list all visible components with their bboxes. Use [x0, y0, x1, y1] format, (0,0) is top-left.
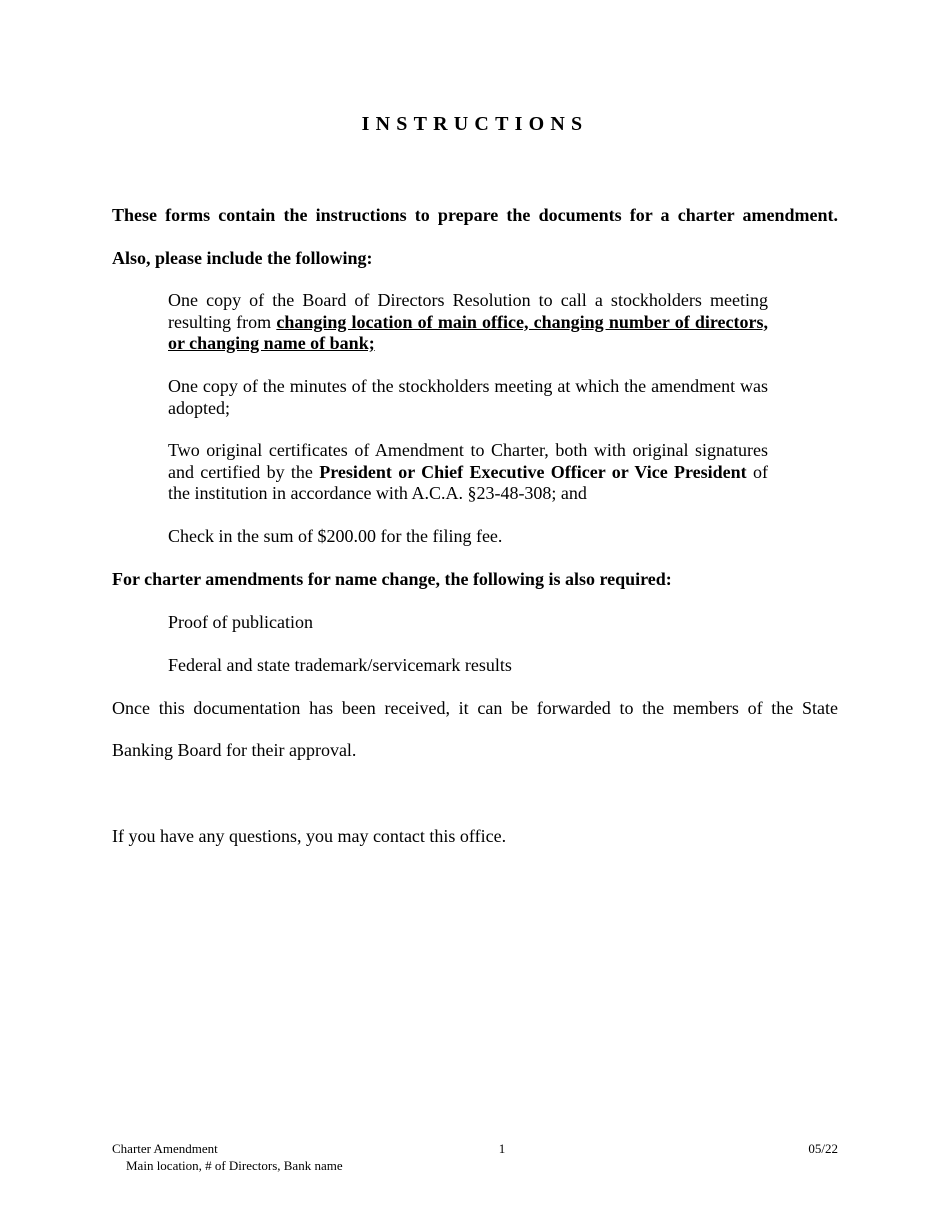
certificates-emphasis: President or Chief Executive Officer or Vice President [319, 461, 747, 482]
footer-page-number: 1 [498, 1141, 506, 1156]
name-change-item: Federal and state trademark/servicemark results [168, 655, 512, 675]
intro-text: These forms contain the instructions to prepare the documents for a charter amendment. [112, 205, 838, 225]
check-item: Check in the sum of $200.00 for the filing fee. [168, 526, 503, 546]
name-change-item: Proof of publication [168, 612, 313, 632]
certificates-item [168, 440, 768, 505]
page-title: INSTRUCTIONS [361, 113, 589, 135]
questions-text: If you have any questions, you may contact this office. [112, 826, 507, 846]
resolution-emphasis: changing location of main office, changing number of directors, or changing name of bank; [168, 311, 769, 353]
footer-subtitle: Main location, # of Directors, Bank name [126, 1158, 343, 1173]
certificates-text: Two original certificates of Amendment to Charter, both with original signatures and certified by the [168, 440, 768, 482]
resolution-item [168, 290, 768, 355]
forwarding-text-line2: Banking Board for their approval. [112, 740, 357, 760]
name-change-heading: For charter amendments for name change, the following is also required: [112, 569, 672, 589]
include-heading: Also, please include the following: [112, 248, 373, 268]
footer-date: 05/22 [808, 1141, 838, 1156]
footer-title: Charter Amendment [112, 1141, 218, 1156]
forwarding-text-line1: Once this documentation has been received, it can be forwarded to the members of the State [112, 698, 838, 718]
certificates-suffix: of the institution in accordance with A.C.A. §23-48-308; and [168, 461, 768, 503]
resolution-text: One copy of the Board of Directors Resolution to call a stockholders meeting resulting from [168, 290, 768, 332]
minutes-item: One copy of the minutes of the stockholders meeting at which the amendment was adopted; [168, 376, 768, 418]
